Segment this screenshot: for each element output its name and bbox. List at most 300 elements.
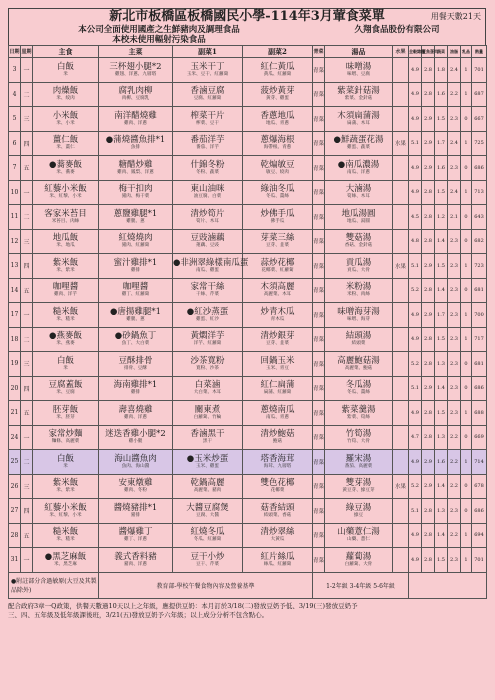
- staple-name: 地瓜飯: [52, 233, 79, 244]
- side2-ingredients: 花椰菜、紅蘿蔔: [261, 267, 294, 273]
- veg-cell: [313, 82, 325, 107]
- side2-ingredients: 敏豆、絞肉: [266, 169, 289, 175]
- side2-cell: [243, 450, 313, 475]
- nutrition-cell: [409, 376, 422, 401]
- nutrition-cell: [472, 450, 487, 475]
- nutrition-cell: [472, 523, 487, 548]
- date-cell: [9, 548, 21, 573]
- side2-cell: [243, 131, 313, 156]
- fruit-label: 水果: [394, 484, 406, 491]
- nutrition-cell: [422, 156, 435, 181]
- side2-cell: [243, 425, 313, 450]
- nutrition-value: 643: [474, 213, 484, 220]
- veg-cell: [313, 499, 325, 524]
- side2-name: 紅片絲瓜: [260, 551, 295, 562]
- soup-name: 紫菜羹湯: [341, 404, 376, 415]
- nutrition-value: 1: [464, 532, 468, 539]
- soup-ingredients: 冬瓜、薑絲: [347, 390, 370, 396]
- soup-cell: [325, 401, 393, 426]
- nutrition-cell: [472, 254, 487, 279]
- subtitle-meat-notice: 本公司全面使用國產之生鮮豬肉及調理食品: [78, 25, 240, 35]
- weekday-cell: [21, 205, 33, 230]
- veg-label: 青菜: [313, 263, 325, 270]
- staple-cell: [33, 352, 99, 377]
- day-number: 18: [10, 335, 19, 343]
- nutrition-cell: [472, 131, 487, 156]
- side1-ingredients: 白蘿蔔、竹輪: [193, 414, 222, 420]
- nutrition-cell: [435, 499, 448, 524]
- nutrition-cell: [422, 82, 435, 107]
- staple-cell: [33, 254, 99, 279]
- header-cal: 熱量: [472, 46, 487, 58]
- staple-cell: [33, 548, 99, 573]
- side1-ingredients: 冬粉、蔬菜: [196, 169, 219, 175]
- staple-cell: [33, 327, 99, 352]
- menu-row: [9, 205, 487, 230]
- side2-name: 蒜炒花椰: [260, 257, 295, 268]
- nutrition-value: 2.8: [424, 360, 432, 367]
- nutrition-cell: [422, 499, 435, 524]
- menu-row: [9, 58, 487, 83]
- side1-name: 香滷黑干: [190, 429, 225, 440]
- fruit-cell: [393, 205, 409, 230]
- date-cell: [9, 131, 21, 156]
- nutrition-value: 681: [474, 360, 484, 367]
- main-dish-cell: [99, 303, 173, 328]
- menu-row: [9, 499, 487, 524]
- header-main-dish: 主菜: [99, 46, 173, 58]
- side2-ingredients: 佛手瓜: [270, 218, 285, 224]
- side2-cell: [243, 401, 313, 426]
- menu-row: [9, 474, 487, 499]
- nutrition-cell: [472, 548, 487, 573]
- fruit-label: 水果: [394, 263, 406, 270]
- main-dish-name: 壽喜燒雞: [118, 404, 153, 415]
- staple-name: 小米飯: [52, 110, 79, 121]
- staple-name: 客家米苔目: [44, 208, 87, 219]
- main-dish-ingredients: 豬肉、洋蔥: [124, 561, 147, 567]
- nutrition-value: 1.5: [437, 409, 445, 416]
- side1-name: 大醬豆腐煲: [186, 502, 229, 513]
- nutrition-value: 687: [474, 91, 484, 98]
- weekday-cell: [21, 156, 33, 181]
- nutrition-value: 2.8: [424, 409, 432, 416]
- allergen-note: ●附註部分含過敏原(大豆及其製品除外): [9, 572, 99, 598]
- nutrition-cell: [422, 303, 435, 328]
- fruit-cell: [393, 278, 409, 303]
- staple-ingredients: 米、薑仁: [56, 145, 75, 151]
- day-number: 25: [10, 458, 19, 466]
- nutrition-value: 2.8: [424, 66, 432, 73]
- side2-name: 蔥燒南瓜: [260, 404, 295, 415]
- staple-name: 豆腐蓋飯: [48, 380, 83, 391]
- main-dish-ingredients: 雞丁、紅蘿蔔: [121, 292, 150, 298]
- staple-cell: [33, 450, 99, 475]
- nutrition-value: 1.6: [437, 164, 445, 171]
- nutrition-value: 0: [464, 483, 468, 490]
- nutrition-cell: [409, 107, 422, 132]
- side2-cell: [243, 58, 313, 83]
- veg-cell: [313, 401, 325, 426]
- nutrition-cell: [422, 548, 435, 573]
- side1-ingredients: 洋芋、紅蘿蔔: [193, 341, 222, 347]
- side1-ingredients: 雞蛋、紅沙: [196, 316, 219, 322]
- weekday-cell: [21, 254, 33, 279]
- nutrition-cell: [448, 205, 461, 230]
- nutrition-cell: [472, 425, 487, 450]
- nutrition-value: 1: [464, 91, 468, 98]
- fruit-cell: [393, 352, 409, 377]
- veg-label: 青菜: [313, 533, 325, 540]
- nutrition-cell: [435, 474, 448, 499]
- fruit-cell: [393, 180, 409, 205]
- veg-cell: [313, 180, 325, 205]
- date-cell: [9, 425, 21, 450]
- day-number: 31: [10, 556, 19, 564]
- soup-cell: [325, 107, 393, 132]
- fruit-cell: [393, 450, 409, 475]
- main-dish-name: 南洋醋燒雞: [114, 110, 157, 121]
- nutrition-cell: [435, 131, 448, 156]
- side2-name: 回鍋玉米: [260, 355, 295, 366]
- veg-label: 青菜: [313, 410, 325, 417]
- side2-cell: [243, 107, 313, 132]
- staple-name: 咖哩醬: [52, 282, 79, 293]
- nutrition-cell: [461, 425, 472, 450]
- weekday-cell: [21, 82, 33, 107]
- side2-name: 炒青木瓜: [260, 306, 295, 317]
- fruit-cell: [393, 303, 409, 328]
- soup-cell: [325, 254, 393, 279]
- nutrition-value: 4.9: [411, 556, 419, 563]
- staple-name: ●燕麥飯: [49, 331, 82, 342]
- nutrition-value: 4.9: [411, 164, 419, 171]
- header-n1: 全穀雜糧: [409, 46, 422, 58]
- staple-name: 紅藜小米飯: [44, 502, 87, 513]
- nutrition-cell: [472, 107, 487, 132]
- header-main: 主食: [33, 46, 99, 58]
- weekday-cell: [21, 401, 33, 426]
- fruit-cell: [393, 425, 409, 450]
- veg-label: 青菜: [313, 361, 325, 368]
- staple-ingredients: 米、小米: [56, 120, 75, 126]
- nutrition-cell: [435, 278, 448, 303]
- subtitle-row-2: [8, 35, 486, 45]
- weekday-label: 三: [23, 361, 30, 369]
- main-dish-name: 醬燒豬排*1: [113, 502, 158, 513]
- date-cell: [9, 327, 21, 352]
- weekday-label: 四: [23, 508, 30, 516]
- nutrition-value: 686: [474, 385, 484, 392]
- veg-label: 青菜: [313, 557, 325, 564]
- staple-ingredients: 米、蕎麥: [56, 169, 75, 175]
- nutrition-value: 1.4: [437, 483, 445, 490]
- soup-cell: [325, 278, 393, 303]
- soup-ingredients: 紫菜、金針菇: [344, 96, 373, 102]
- day-number: 26: [10, 482, 19, 490]
- subtitle-radiation-notice: 本校未使用輻射污染食品: [112, 35, 206, 45]
- side1-ingredients: 南瓜、雞蛋: [196, 267, 219, 273]
- nutrition-cell: [448, 376, 461, 401]
- nutrition-cell: [435, 327, 448, 352]
- nutrition-value: 0: [464, 287, 468, 294]
- nutrition-cell: [422, 327, 435, 352]
- nutrition-cell: [461, 156, 472, 181]
- nutrition-cell: [472, 474, 487, 499]
- staple-ingredients: 米、豆腐: [56, 390, 75, 396]
- side1-cell: [173, 499, 243, 524]
- nutrition-value: 5.2: [411, 360, 419, 367]
- nutrition-cell: [422, 229, 435, 254]
- staple-name: ●黑芝麻飯: [44, 551, 87, 562]
- fruit-cell: [393, 474, 409, 499]
- side1-name: 豆干小炒: [190, 551, 225, 562]
- side1-ingredients: 油豆腐、白菜: [193, 194, 222, 200]
- nutrition-cell: [422, 58, 435, 83]
- side1-ingredients: 豆腐、紅蘿蔔: [193, 96, 222, 102]
- fruit-cell: [393, 376, 409, 401]
- side2-name: 塔香海茸: [260, 453, 295, 464]
- main-dish-cell: [99, 474, 173, 499]
- nutrition-value: 1.5: [437, 556, 445, 563]
- side2-name: 乾煸敏豆: [260, 159, 295, 170]
- staple-ingredients: 米、紫米: [56, 267, 75, 273]
- soup-ingredients: 黃豆芽、綠豆芽: [342, 488, 375, 494]
- nutrition-cell: [409, 474, 422, 499]
- menu-row: [9, 180, 487, 205]
- veg-label: 青菜: [313, 508, 325, 515]
- main-dish-name: 醬爆雞丁: [118, 527, 153, 538]
- staple-ingredients: 米、燕麥: [56, 341, 75, 347]
- main-dish-cell: [99, 156, 173, 181]
- side2-cell: [243, 156, 313, 181]
- nutrition-cell: [422, 474, 435, 499]
- side1-name: 什錦冬粉: [190, 159, 225, 170]
- nutrition-cell: [472, 205, 487, 230]
- nutrition-cell: [435, 229, 448, 254]
- weekday-label: 三: [23, 238, 30, 246]
- nutrition-value: 2.1: [450, 213, 458, 220]
- side1-cell: [173, 450, 243, 475]
- weekday-label: 二: [23, 459, 30, 467]
- nutrition-value: 0: [464, 434, 468, 441]
- nutrition-value: 2.4: [450, 189, 458, 196]
- nutrition-cell: [409, 82, 422, 107]
- nutrition-cell: [461, 58, 472, 83]
- soup-name: 結頭湯: [345, 331, 372, 342]
- day-number: 7: [12, 164, 17, 172]
- nutrition-cell: [472, 303, 487, 328]
- soup-ingredients: 高麗菜、鮑菇: [344, 365, 373, 371]
- nutrition-value: 4.9: [411, 91, 419, 98]
- weekday-label: 五: [23, 410, 30, 418]
- staple-cell: [33, 58, 99, 83]
- side1-ingredients: 玉米、雞蛋: [196, 463, 219, 469]
- nutrition-value: 1.4: [437, 287, 445, 294]
- nutrition-value: 2.3: [450, 385, 458, 392]
- date-cell: [9, 107, 21, 132]
- staple-ingredients: 米苔目、肉絲: [51, 218, 80, 224]
- side2-ingredients: 豆芽、韭菜: [266, 243, 289, 249]
- nutrition-value: 701: [474, 556, 484, 563]
- soup-ingredients: 山藥、薏仁: [347, 537, 370, 543]
- main-dish-cell: [99, 499, 173, 524]
- main-dish-ingredients: 雞翅、洋蔥、九層塔: [114, 71, 157, 77]
- staple-ingredients: 米、絞肉: [56, 96, 75, 102]
- soup-name: 冬瓜湯: [345, 380, 372, 391]
- side2-ingredients: 高麗菜、木耳: [263, 292, 292, 298]
- staple-cell: [33, 229, 99, 254]
- weekday-label: 二: [23, 91, 30, 99]
- main-dish-cell: [99, 401, 173, 426]
- weekday-label: 一: [23, 434, 30, 442]
- side1-name: ●紅沙蒸蛋: [186, 306, 229, 317]
- side2-name: 紅仁黃瓜: [260, 61, 295, 72]
- menu-row: [9, 278, 487, 303]
- nutrition-value: 2.8: [424, 189, 432, 196]
- veg-label: 青菜: [313, 239, 325, 246]
- soup-ingredients: 貢瓜、大骨: [347, 267, 370, 273]
- nutrition-cell: [472, 278, 487, 303]
- nutrition-value: 2.9: [424, 262, 432, 269]
- date-cell: [9, 401, 21, 426]
- soup-ingredients: 味噌、海芽: [347, 316, 370, 322]
- header-weekday: 星期: [21, 46, 33, 58]
- veg-label: 青菜: [313, 165, 325, 172]
- staple-cell: [33, 499, 99, 524]
- side1-name: 東山油咪: [190, 184, 225, 195]
- weekday-label: 四: [23, 140, 30, 148]
- nutrition-cell: [422, 107, 435, 132]
- side2-name: 蔥爆海根: [260, 135, 295, 146]
- nutrition-value: 2.3: [450, 164, 458, 171]
- nutrition-value: 2.9: [424, 385, 432, 392]
- nutrition-value: 2.9: [424, 458, 432, 465]
- soup-ingredients: 扁蒲、木耳: [347, 120, 370, 126]
- nutrition-value: 1.4: [437, 532, 445, 539]
- veg-label: 青菜: [313, 214, 325, 221]
- nutrition-cell: [448, 131, 461, 156]
- nutrition-value: 2.8: [424, 532, 432, 539]
- menu-row: [9, 352, 487, 377]
- soup-ingredients: 番茄、高麗菜: [344, 463, 373, 469]
- nutrition-cell: [409, 229, 422, 254]
- nutrition-value: 700: [474, 311, 484, 318]
- nutrition-value: 1.7: [437, 140, 445, 147]
- main-dish-cell: [99, 180, 173, 205]
- nutrition-cell: [435, 254, 448, 279]
- weekday-label: 一: [23, 189, 30, 197]
- soup-cell: [325, 474, 393, 499]
- main-dish-cell: [99, 229, 173, 254]
- weekday-cell: [21, 180, 33, 205]
- staple-name: 糙米飯: [52, 527, 79, 538]
- side1-name: 紅燒冬瓜: [190, 527, 225, 538]
- nutrition-value: 717: [474, 336, 484, 343]
- weekday-cell: [21, 548, 33, 573]
- weekday-cell: [21, 58, 33, 83]
- side2-cell: [243, 254, 313, 279]
- nutrition-value: 2.3: [450, 311, 458, 318]
- nutrition-cell: [461, 548, 472, 573]
- weekday-label: 五: [23, 532, 30, 540]
- nutrition-value: 682: [474, 238, 484, 245]
- staple-ingredients: 米、黑芝麻: [54, 561, 77, 567]
- menu-title-text: 新北市板橋區板橋國民小學-114年3月葷食菜單: [109, 9, 385, 24]
- side1-ingredients: 黑干: [202, 439, 213, 445]
- nutrition-cell: [435, 450, 448, 475]
- weekday-cell: [21, 107, 33, 132]
- soup-name: 羅宋湯: [345, 453, 372, 464]
- side1-name: 關東煮: [194, 404, 221, 415]
- nutrition-value: 1.4: [437, 238, 445, 245]
- side2-ingredients: 海茸、九層塔: [263, 463, 292, 469]
- day-number: 19: [10, 360, 19, 368]
- soup-name: 雙芽湯: [345, 478, 372, 489]
- main-dish-name: 義式香料豬: [114, 551, 157, 562]
- nutrition-cell: [448, 156, 461, 181]
- nutrition-cell: [448, 327, 461, 352]
- nutrition-value: 2.3: [450, 115, 458, 122]
- nutrition-cell: [461, 352, 472, 377]
- side1-ingredients: 高麗菜、豬肉: [193, 488, 222, 494]
- nutrition-value: 1.5: [437, 336, 445, 343]
- nutrition-value: 686: [474, 164, 484, 171]
- soup-name: 竹筍湯: [345, 429, 372, 440]
- main-dish-name: ●蒲燒醬魚排*1: [105, 135, 166, 146]
- nutrition-value: 2.2: [450, 532, 458, 539]
- fruit-cell: [393, 156, 409, 181]
- weekday-cell: [21, 278, 33, 303]
- nutrition-value: 1.4: [437, 385, 445, 392]
- subtitle-row: [8, 25, 486, 35]
- main-dish-cell: [99, 425, 173, 450]
- side1-ingredients: 豆干、芹菜: [196, 561, 219, 567]
- nutrition-value: 2.8: [424, 434, 432, 441]
- main-dish-name: 蜜汁雞排*1: [113, 257, 158, 268]
- main-dish-name: 糖醋炒雞: [118, 159, 153, 170]
- nutrition-value: 4.9: [411, 532, 419, 539]
- side2-name: 炒佛手瓜: [260, 208, 295, 219]
- nutrition-cell: [472, 327, 487, 352]
- date-cell: [9, 156, 21, 181]
- serving-days: 用餐天數21天: [430, 12, 481, 21]
- staple-name: 紅藜小米飯: [44, 184, 87, 195]
- fruit-cell: [393, 229, 409, 254]
- soup-ingredients: 南瓜、洋蔥: [347, 169, 370, 175]
- weekday-cell: [21, 425, 33, 450]
- menu-row: [9, 156, 487, 181]
- nutrition-value: 667: [474, 115, 484, 122]
- nutrition-cell: [448, 82, 461, 107]
- nutrition-value: 2.9: [424, 311, 432, 318]
- nutrition-value: 2.3: [450, 262, 458, 269]
- main-dish-name: 海南雞排*1: [113, 380, 158, 391]
- fruit-label: 水果: [394, 141, 406, 148]
- main-dish-ingredients: 雞肉、鳳梨、洋蔥: [117, 169, 154, 175]
- nutrition-value: 4.9: [411, 189, 419, 196]
- nutrition-value: 714: [474, 458, 484, 465]
- note-line-1: 配合政府3章一Q政策，供餐天數過10天以上之年級，應提供豆奶：本月訂於3/18(二)發放豆奶予低、3/19(三)發放豆奶予: [8, 601, 358, 610]
- nutrition-value: 0: [464, 507, 468, 514]
- nutrition-cell: [461, 499, 472, 524]
- menu-table: [8, 45, 487, 599]
- range-3: 5-6年級: [373, 582, 395, 590]
- weekday-label: 三: [23, 116, 30, 124]
- side2-ingredients: 扁蒲、紅蘿蔔: [263, 390, 292, 396]
- side1-cell: [173, 254, 249, 279]
- nutrition-value: 5.2: [411, 287, 419, 294]
